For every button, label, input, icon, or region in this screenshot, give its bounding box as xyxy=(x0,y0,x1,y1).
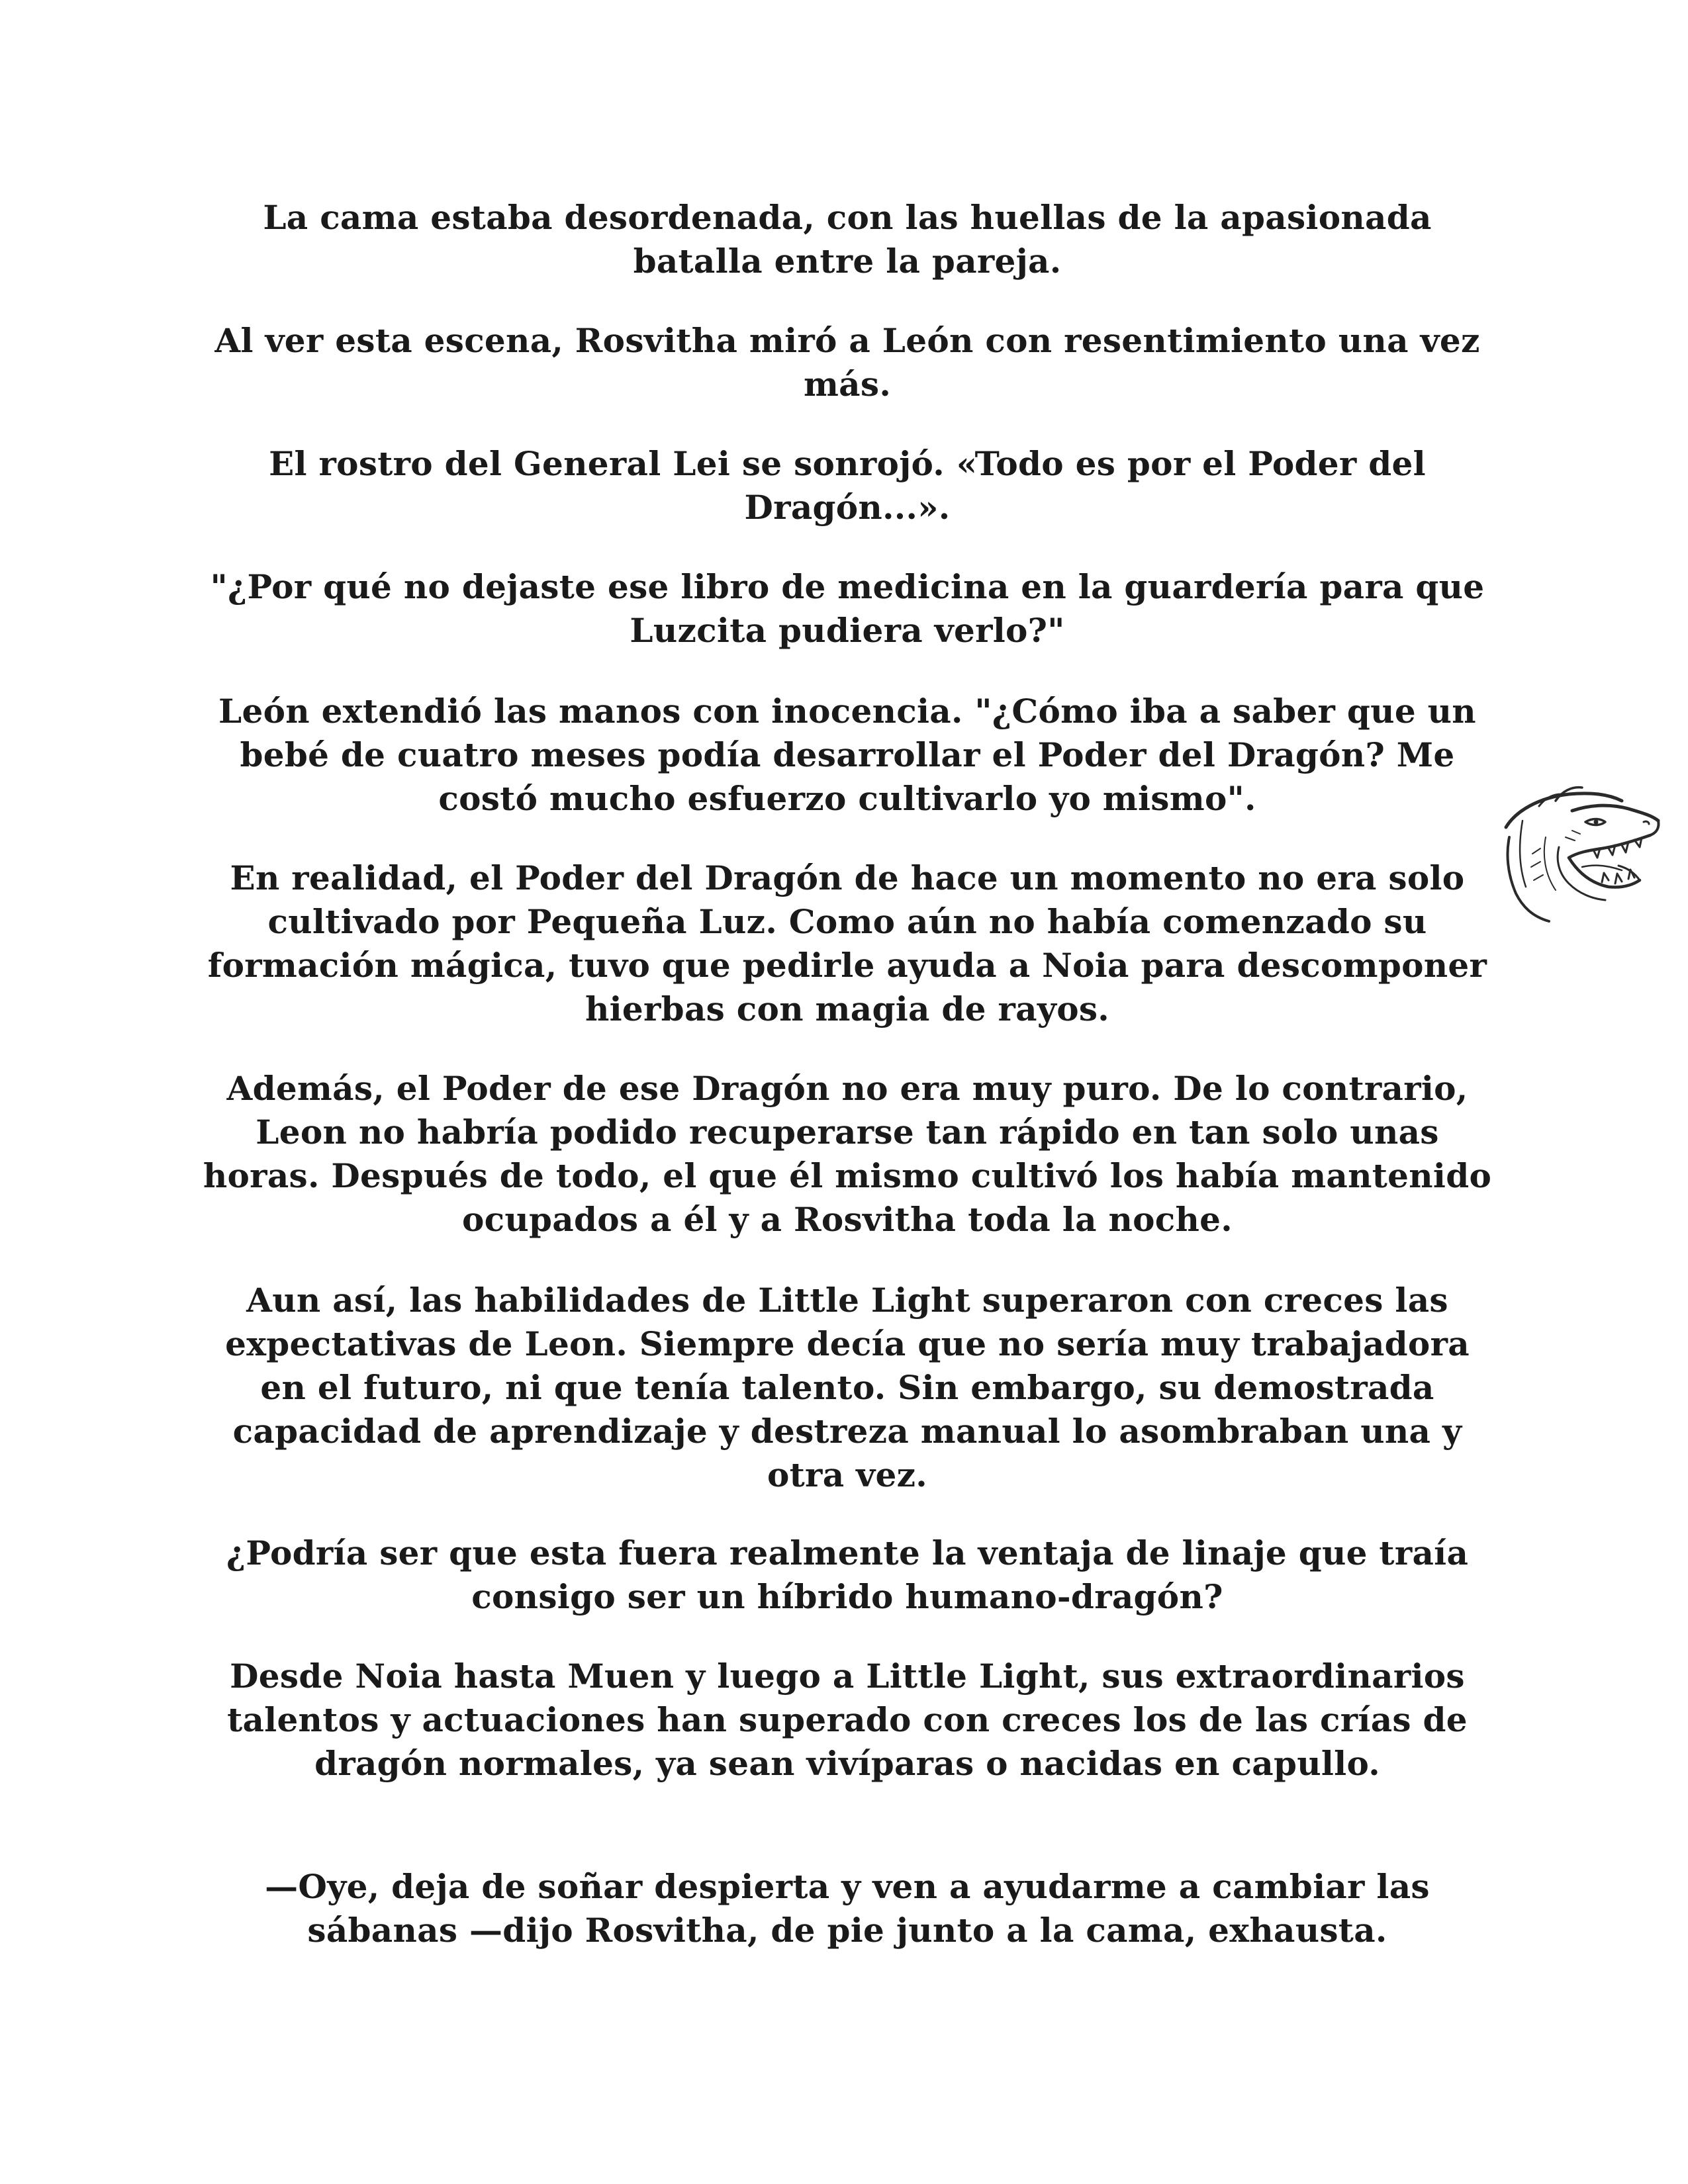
paragraph-8: Aun así, las habilidades de Little Light superaron con creces las expectativas de Leon. Siempre decía que no sería muy trabajadora en el futuro, ni que tenía talento. Sin embargo, su demostrada capacidad de aprendizaje y destreza manual lo asombraban una y otra vez. xyxy=(225,1281,1470,1494)
paragraph-5: León extendió las manos con inocencia. "¿Cómo iba a saber que un bebé de cuatro meses podía desarrollar el Poder del Dragón? Me costó mucho esfuerzo cultivarlo yo mismo". xyxy=(218,692,1476,818)
paragraph-10: Desde Noia hasta Muen y luego a Little Light, sus extraordinarios talentos y actuaciones han superado con creces los de las crías de dragón normales, ya sean vivíparas o nacidas en capullo. xyxy=(227,1657,1468,1783)
paragraph-6: En realidad, el Poder del Dragón de hace un momento no era solo cultivado por Pequeña Luz. Como aún no había comenzado su formación mágica, tuvo que pedirle ayuda a Noia para descomponer hierbas con magia de rayos. xyxy=(207,858,1487,1028)
dragon-head-sketch-icon xyxy=(1493,774,1665,927)
paragraph-2: Al ver esta escena, Rosvitha miró a León con resentimiento una vez más. xyxy=(214,321,1480,404)
paragraph-7: Además, el Poder de ese Dragón no era muy puro. De lo contrario, Leon no habría podido recuperarse tan rápido en tan solo unas horas. Después de todo, el que él mismo cultivó los había mantenido ocupados a él y a Rosvitha toda la noche. xyxy=(203,1069,1492,1239)
paragraph-4: "¿Por qué no dejaste ese libro de medicina en la guardería para que Luzcita pudiera verlo?" xyxy=(210,567,1485,650)
paragraph-11: —Oye, deja de soñar despierta y ven a ayudarme a cambiar las sábanas —dijo Rosvitha, de pie junto a la cama, exhausta. xyxy=(265,1867,1430,1950)
paragraph-1: La cama estaba desordenada, con las huellas de la apasionada batalla entre la pareja. xyxy=(263,198,1432,281)
paragraph-3: El rostro del General Lei se sonrojó. «Todo es por el Poder del Dragón...». xyxy=(269,444,1426,527)
paragraph-9: ¿Podría ser que esta fuera realmente la ventaja de linaje que traía consigo ser un híbrido humano-dragón? xyxy=(226,1533,1469,1616)
